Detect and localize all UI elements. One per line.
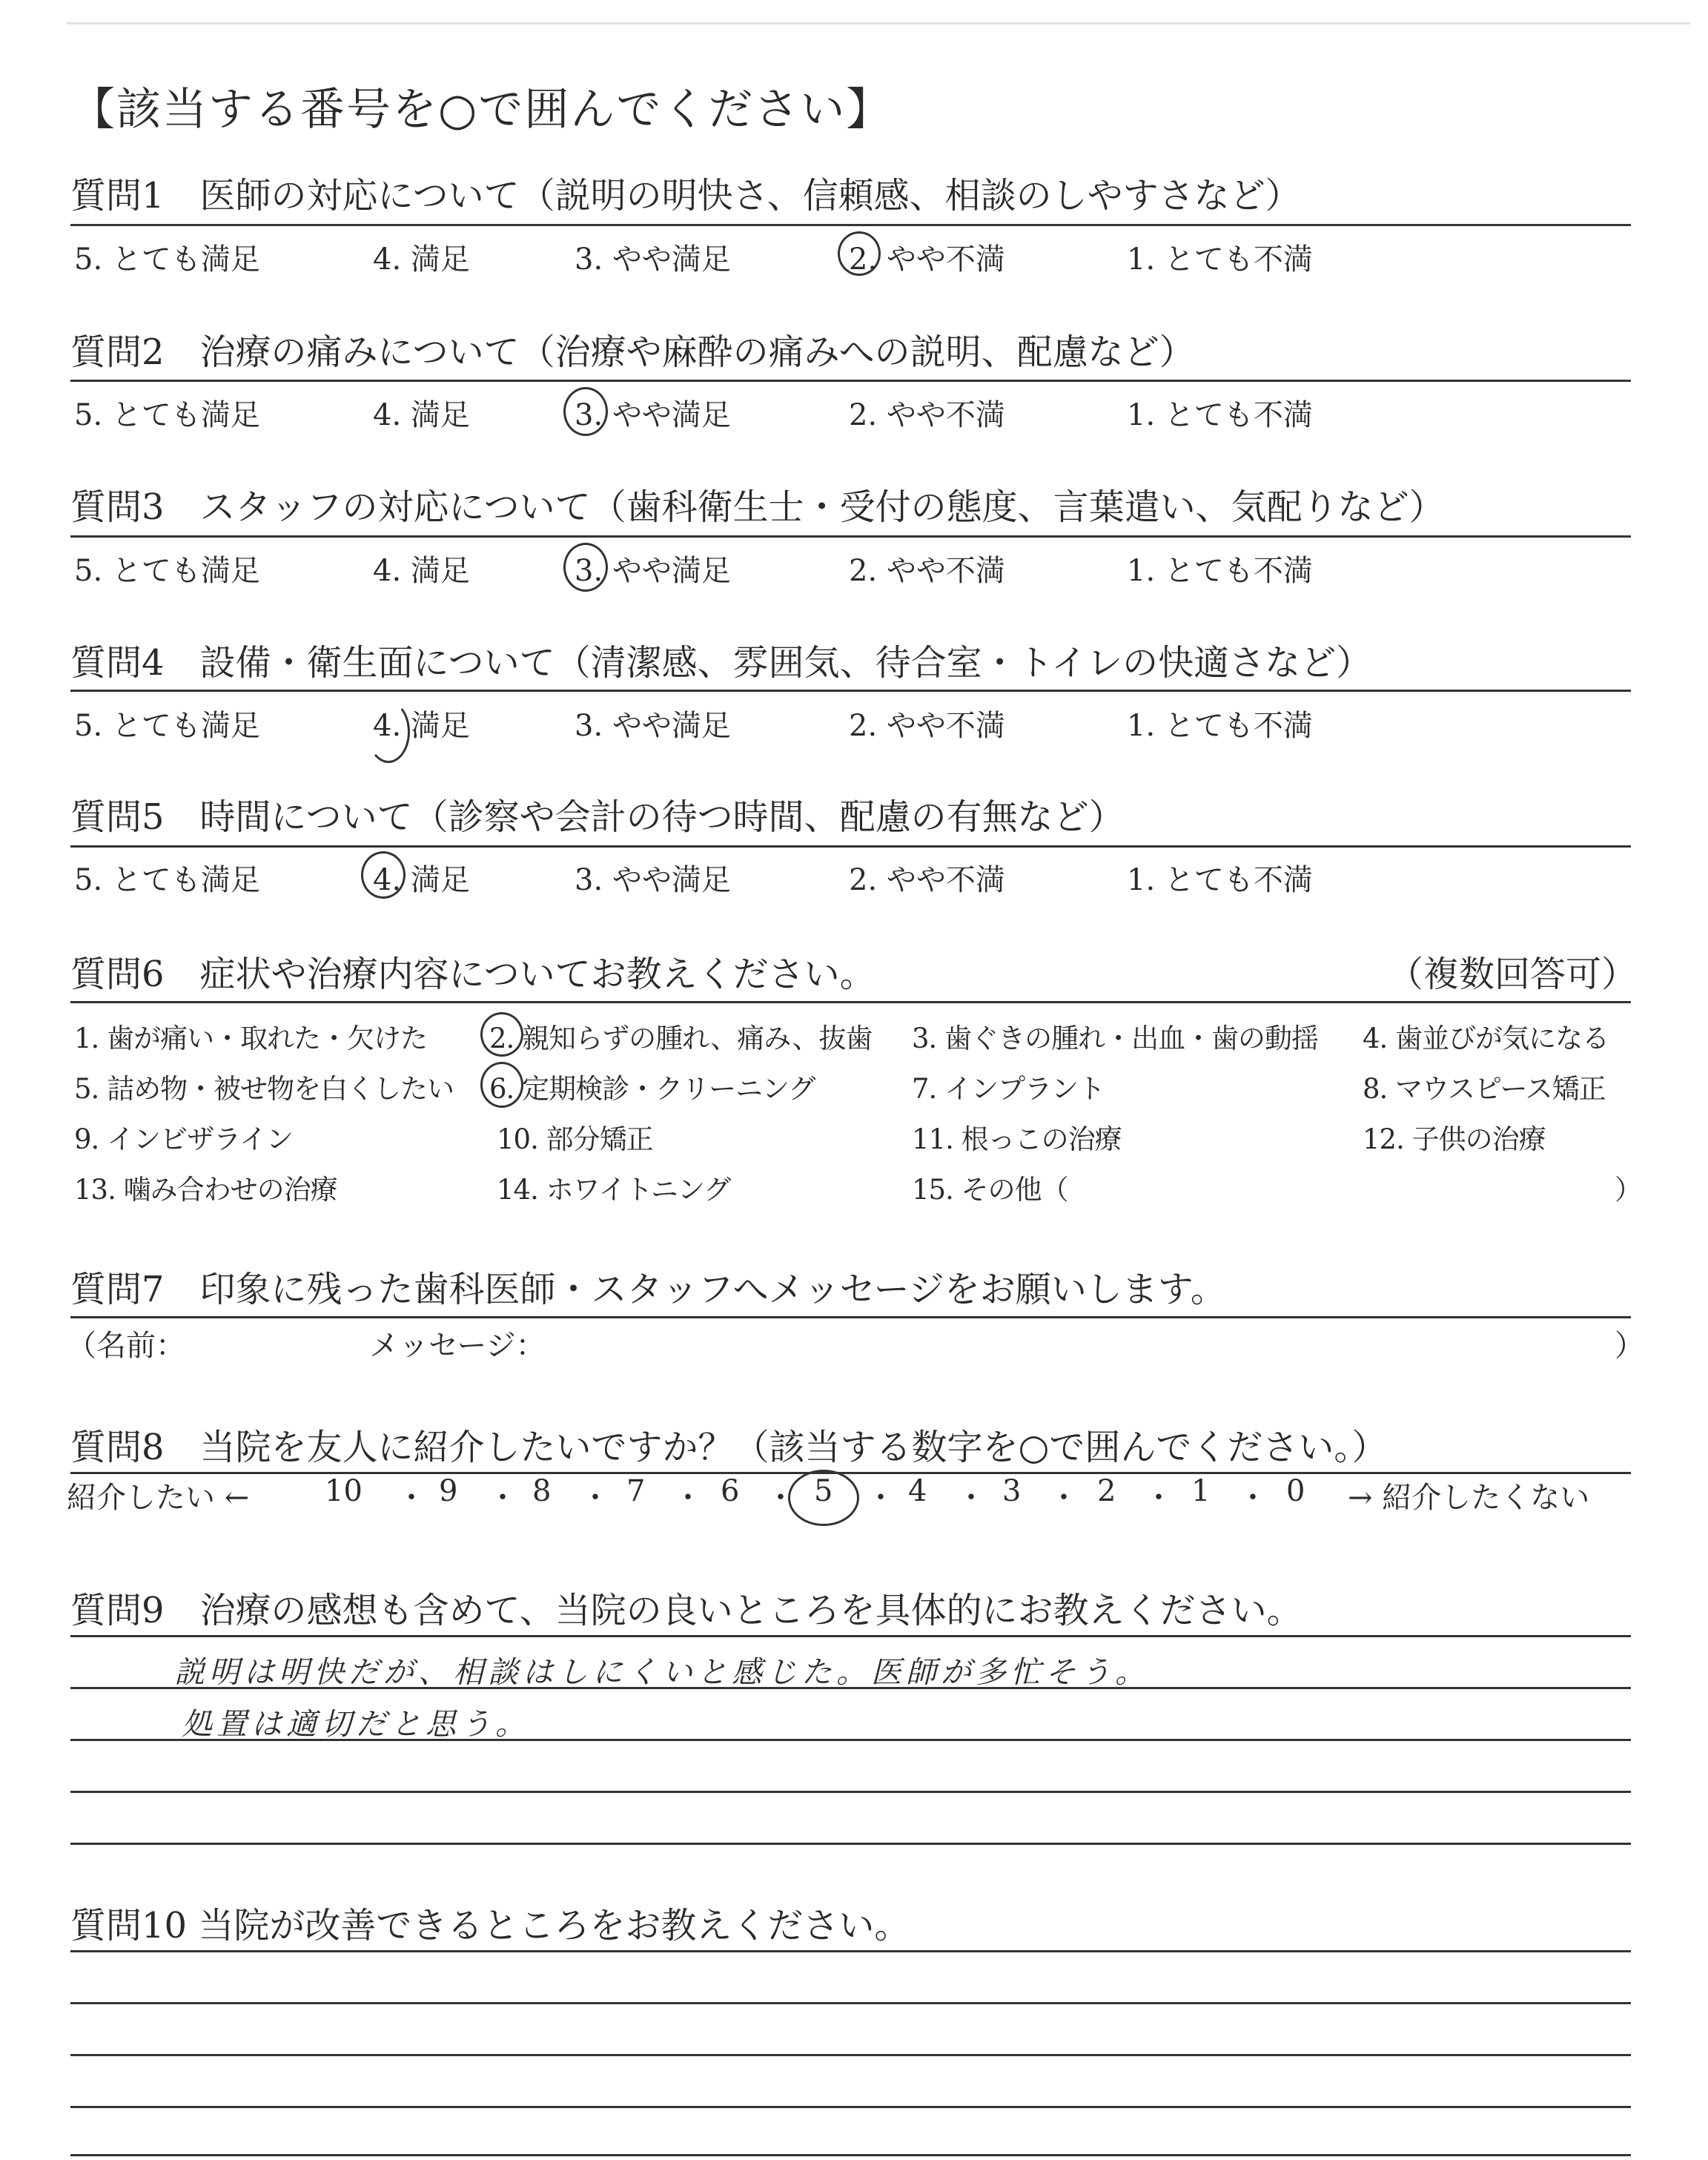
q10-rule-4 <box>70 2106 1631 2108</box>
q10-rule-3 <box>70 2054 1631 2056</box>
q4-option-2[interactable]: 2. やや不満 <box>849 709 1005 743</box>
q6-selection-circle-2 <box>480 1012 523 1057</box>
q7-message-label: メッセージ： <box>369 1329 546 1363</box>
q6-item-13[interactable]: 13. 噛み合わせの治療 <box>74 1174 337 1206</box>
q3-option-4[interactable]: 4. 満足 <box>373 554 470 588</box>
q7-title: 質問7 印象に残った歯科医師・スタッフへメッセージをお願いします。 <box>70 1269 1226 1310</box>
q9-handwritten-answer-1: 説明は明快だが、相談はしにくいと感じた。医師が多忙そう。 <box>174 1654 1150 1690</box>
q2-option-2[interactable]: 2. やや不満 <box>849 398 1005 432</box>
top-border <box>67 22 1690 24</box>
q10-rule-1 <box>70 1950 1631 1952</box>
q8-scale-10[interactable]: 10 <box>325 1474 363 1508</box>
q1-title: 質問1 医師の対応について（説明の明快さ、信頼感、相談のしやすさなど） <box>70 175 1301 217</box>
q6-note: （複数回答可） <box>1387 954 1637 995</box>
q8-scale-4[interactable]: 4 <box>908 1474 927 1508</box>
q1-rule <box>70 224 1631 226</box>
q1-option-3[interactable]: 3. やや満足 <box>575 242 731 277</box>
q8-dot: ・ <box>673 1481 703 1515</box>
q3-title: 質問3 スタッフの対応について（歯科衛生士・受付の態度、言葉遣い、気配りなど） <box>70 486 1445 528</box>
q5-option-2[interactable]: 2. やや不満 <box>849 863 1005 897</box>
q1-option-4[interactable]: 4. 満足 <box>373 242 470 277</box>
q2-option-3[interactable]: 3. やや満足 <box>575 398 731 432</box>
q2-option-5[interactable]: 5. とても満足 <box>74 398 260 432</box>
q1-option-1[interactable]: 1. とても不満 <box>1127 242 1313 277</box>
q6-item-2[interactable]: 2. 親知らずの腫れ、痛み、抜歯 <box>489 1023 873 1054</box>
q8-dot: ・ <box>1144 1481 1174 1515</box>
q6-item-10[interactable]: 10. 部分矯正 <box>497 1123 653 1155</box>
q10-title: 質問10 当院が改善できるところをお教えください。 <box>70 1905 910 1946</box>
q8-scale-0[interactable]: 0 <box>1286 1474 1305 1508</box>
q6-rule <box>70 1001 1631 1003</box>
q8-dot: ・ <box>1049 1481 1079 1515</box>
q8-scale-1[interactable]: 1 <box>1191 1474 1211 1508</box>
q8-right-label: → 紹介したくない <box>1348 1481 1590 1515</box>
q4-selection-circle <box>367 701 410 763</box>
q1-selection-circle <box>838 231 881 276</box>
q10-rule-5 <box>70 2154 1631 2156</box>
q6-item-4[interactable]: 4. 歯並びが気になる <box>1363 1023 1609 1054</box>
q5-option-3[interactable]: 3. やや満足 <box>575 863 731 897</box>
q3-option-1[interactable]: 1. とても不満 <box>1127 554 1313 588</box>
q9-rule-1 <box>70 1635 1631 1637</box>
q2-rule <box>70 380 1631 382</box>
q7-close-paren: ） <box>1615 1329 1644 1363</box>
q5-selection-circle <box>361 851 406 899</box>
q3-rule <box>70 535 1631 538</box>
q4-title: 質問4 設備・衛生面について（清潔感、雰囲気、待合室・トイレの快適さなど） <box>70 642 1372 684</box>
q8-dot: ・ <box>766 1481 795 1515</box>
q2-option-1[interactable]: 1. とても不満 <box>1127 398 1313 432</box>
q8-dot: ・ <box>1238 1481 1268 1515</box>
q1-option-2[interactable]: 2. やや不満 <box>849 242 1005 277</box>
q6-item-7[interactable]: 7. インプラント <box>912 1073 1105 1105</box>
q9-rule-4 <box>70 1791 1631 1793</box>
q3-option-5[interactable]: 5. とても満足 <box>74 554 260 588</box>
q3-option-2[interactable]: 2. やや不満 <box>849 554 1005 588</box>
q6-item-1[interactable]: 1. 歯が痛い・取れた・欠けた <box>74 1023 428 1054</box>
q3-selection-circle <box>563 543 608 592</box>
q5-option-5[interactable]: 5. とても満足 <box>74 863 260 897</box>
q8-dot: ・ <box>580 1481 610 1515</box>
q5-rule <box>70 845 1631 848</box>
q6-item-9[interactable]: 9. インビザライン <box>74 1123 293 1155</box>
q6-item-6[interactable]: 6. 定期検診・クリーニング <box>489 1073 815 1105</box>
q8-title: 質問8 当院を友人に紹介したいですか？（該当する数字を○で囲んでください。） <box>70 1427 1388 1468</box>
q8-scale-9[interactable]: 9 <box>439 1474 458 1508</box>
q8-dot: ・ <box>956 1481 986 1515</box>
q8-scale-5[interactable]: 5 <box>814 1474 833 1508</box>
q7-rule <box>70 1316 1631 1318</box>
q4-option-4[interactable]: 4. 満足 <box>373 709 470 743</box>
q8-scale-7[interactable]: 7 <box>626 1474 646 1508</box>
q8-left-label: 紹介したい ← <box>67 1481 250 1515</box>
q8-scale-8[interactable]: 8 <box>532 1474 552 1508</box>
q6-item-14[interactable]: 14. ホワイトニング <box>497 1174 731 1206</box>
q8-scale-3[interactable]: 3 <box>1002 1474 1022 1508</box>
q4-rule <box>70 690 1631 692</box>
q6-item-15[interactable]: 15. その他（ <box>912 1174 1068 1206</box>
q6-item-8[interactable]: 8. マウスピース矯正 <box>1363 1073 1606 1105</box>
q8-dot: ・ <box>866 1481 896 1515</box>
q4-option-1[interactable]: 1. とても不満 <box>1127 709 1313 743</box>
q1-option-5[interactable]: 5. とても満足 <box>74 242 260 277</box>
q8-dot: ・ <box>397 1481 426 1515</box>
q6-selection-circle-6 <box>480 1062 523 1108</box>
q6-item-11[interactable]: 11. 根っこの治療 <box>912 1123 1122 1155</box>
q8-selection-circle <box>788 1470 859 1526</box>
q10-rule-2 <box>70 2002 1631 2004</box>
q9-rule-5 <box>70 1843 1631 1845</box>
q6-item-3[interactable]: 3. 歯ぐきの腫れ・出血・歯の動揺 <box>912 1023 1319 1054</box>
q6-item-12[interactable]: 12. 子供の治療 <box>1363 1123 1546 1155</box>
q8-scale-6[interactable]: 6 <box>721 1474 740 1508</box>
q6-item-5[interactable]: 5. 詰め物・被せ物を白くしたい <box>74 1073 454 1105</box>
q5-option-4[interactable]: 4. 満足 <box>373 863 470 897</box>
q5-title: 質問5 時間について（診察や会計の待つ時間、配慮の有無など） <box>70 796 1125 838</box>
q6-title: 質問6 症状や治療内容についてお教えください。 <box>70 954 875 995</box>
q2-option-4[interactable]: 4. 満足 <box>373 398 470 432</box>
q5-option-1[interactable]: 1. とても不満 <box>1127 863 1313 897</box>
q4-option-3[interactable]: 3. やや満足 <box>575 709 731 743</box>
q6-item-15-close: ） <box>1615 1174 1641 1206</box>
q8-scale-2[interactable]: 2 <box>1097 1474 1116 1508</box>
q2-title: 質問2 治療の痛みについて（治療や麻酔の痛みへの説明、配慮など） <box>70 331 1195 373</box>
q7-name-label: （名前： <box>67 1329 185 1363</box>
q2-selection-circle <box>563 387 608 436</box>
instruction-header: 【該当する番号を○で囲んでください】 <box>70 84 893 136</box>
q9-title: 質問9 治療の感想も含めて、当院の良いところを具体的にお教えください。 <box>70 1590 1302 1631</box>
q9-handwritten-answer-2: 処置は適切だと思う。 <box>182 1706 530 1742</box>
q4-option-5[interactable]: 5. とても満足 <box>74 709 260 743</box>
q3-option-3[interactable]: 3. やや満足 <box>575 554 731 588</box>
q8-dot: ・ <box>488 1481 517 1515</box>
